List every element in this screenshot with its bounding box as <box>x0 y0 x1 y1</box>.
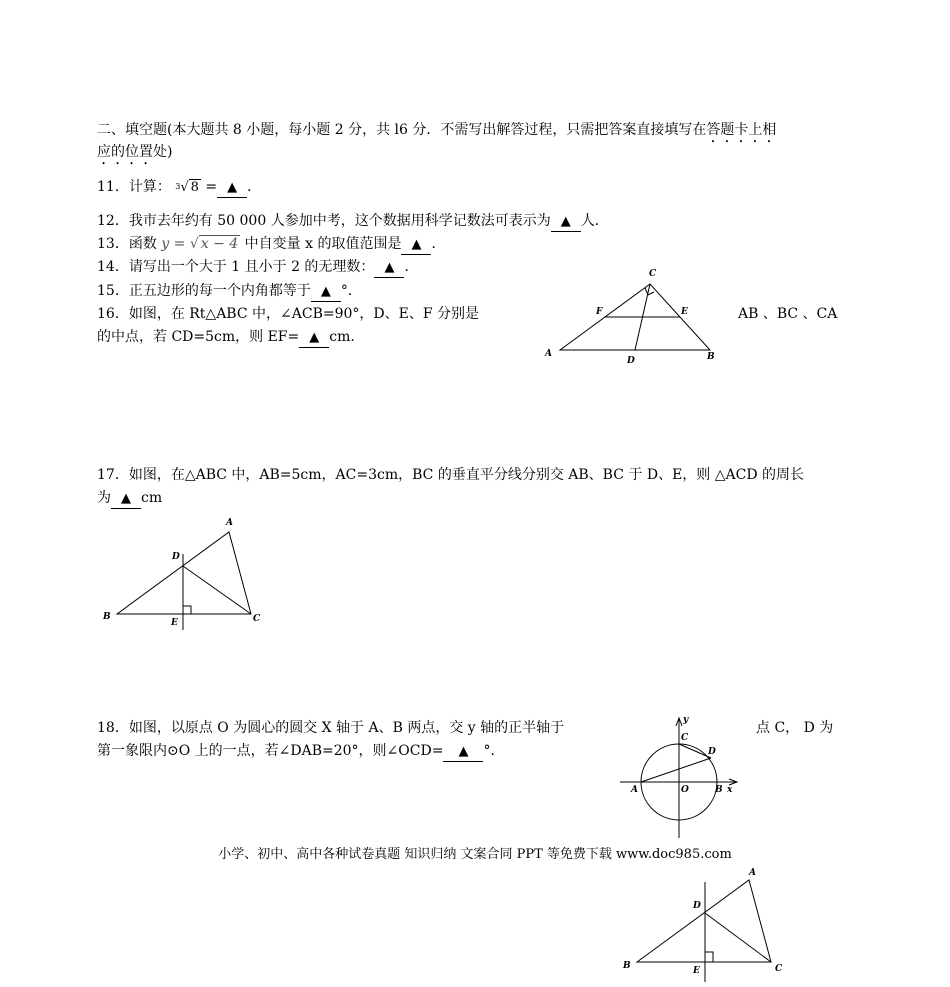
fig18-label-o: O <box>681 785 689 795</box>
fig16-label-e: E <box>681 307 688 317</box>
figure-17-triangle <box>95 512 275 637</box>
answer-blank-12[interactable]: ▲ <box>551 212 581 232</box>
fig-bottom-label-c: C <box>775 964 783 974</box>
fig17-label-b: B <box>103 612 111 622</box>
fig16-label-c: C <box>649 269 657 279</box>
answer-blank-11[interactable]: ▲ <box>217 178 247 198</box>
question-13: 13．函数 y = √ x − 4 中自变量 x 的取值范围是 ▲ ． <box>97 233 445 255</box>
section-heading-line2: 应的位置处) <box>97 144 173 160</box>
fig18-label-x: x <box>727 785 733 795</box>
answer-blank-17[interactable]: ▲ <box>111 489 141 509</box>
fig17-label-d: D <box>172 552 180 562</box>
fig-bottom-label-d: D <box>693 901 701 911</box>
fig16-label-b: B <box>707 352 715 362</box>
fig-bottom-label-e: E <box>693 966 700 976</box>
question-11: 11．计算： $^3$√ 8 = ▲ ． <box>97 176 261 199</box>
answer-blank-15[interactable]: ▲ <box>311 282 341 302</box>
fig17-label-c: C <box>253 614 261 624</box>
fig18-label-a: A <box>631 785 638 795</box>
question-14: 14．请写出一个大于 1 且小于 2 的无理数： ▲ ． <box>97 256 418 278</box>
figure-bottom-triangle <box>615 860 795 982</box>
fig-bottom-label-a: A <box>749 868 756 878</box>
answer-blank-18[interactable]: ▲ <box>443 742 483 762</box>
fig17-label-e: E <box>171 618 178 628</box>
fig18-label-y: y <box>683 715 689 725</box>
fig17-label-a: A <box>226 518 233 528</box>
footer-text: 小学、初中、高中各种试卷真题 知识归纳 文案合同 PPT 等免费下载 www.doc985.com <box>218 847 732 862</box>
answer-blank-13[interactable]: ▲ <box>401 235 431 255</box>
section-heading-line1: 二、填空题(本大题共 8 小题，每小题 2 分，共 l6 分．不需写出解答过程，只需把答案直接填写在答题卡上相 <box>97 122 777 138</box>
fig18-label-d: D <box>708 747 716 757</box>
fig18-label-c: C <box>681 733 689 743</box>
question-18-line2: 第一象限内⊙O 上的一点，若∠DAB=20°，则∠OCD= ▲ °． <box>97 740 504 762</box>
question-17-line2: 为 ▲ cm <box>97 487 162 509</box>
question-16-line2: 的中点，若 CD=5cm，则 EF= ▲ cm． <box>97 326 364 348</box>
answer-blank-14[interactable]: ▲ <box>374 258 404 278</box>
function-expression: y = √ x − 4 <box>161 236 239 252</box>
answer-blank-16[interactable]: ▲ <box>299 328 329 348</box>
cube-root-expression: $^3$√ 8 <box>175 180 199 195</box>
question-16-line1-right: AB 、BC 、CA <box>738 306 838 322</box>
question-12: 12．我市去年约有 50 000 人参加中考，这个数据用科学记数法可表示为 ▲ 人． <box>97 210 609 232</box>
question-16-line1: 16．如图，在 Rt△ABC 中，∠ACB=90°，D、E、F 分别是 <box>97 306 480 322</box>
question-15: 15．正五边形的每一个内角都等于 ▲ °． <box>97 280 362 302</box>
fig18-label-b: B <box>715 785 723 795</box>
fig-bottom-label-b: B <box>623 961 631 971</box>
question-18-line1: 18．如图，以原点 O 为圆心的圆交 X 轴于 A、B 两点，交 y 轴的正半轴于 <box>97 720 565 736</box>
question-18-line1-right: 点 C， D 为 <box>756 720 834 736</box>
question-17-line1: 17．如图，在△ABC 中，AB=5cm，AC=3cm，BC 的垂直平分线分别交 AB、BC 于 D、E，则 △ACD 的周长 <box>97 467 805 483</box>
fig16-label-f: F <box>596 307 603 317</box>
figure-18-circle <box>615 710 745 842</box>
fig16-label-d: D <box>627 356 635 366</box>
fig16-label-a: A <box>545 349 552 359</box>
figure-16-triangle <box>540 262 720 372</box>
